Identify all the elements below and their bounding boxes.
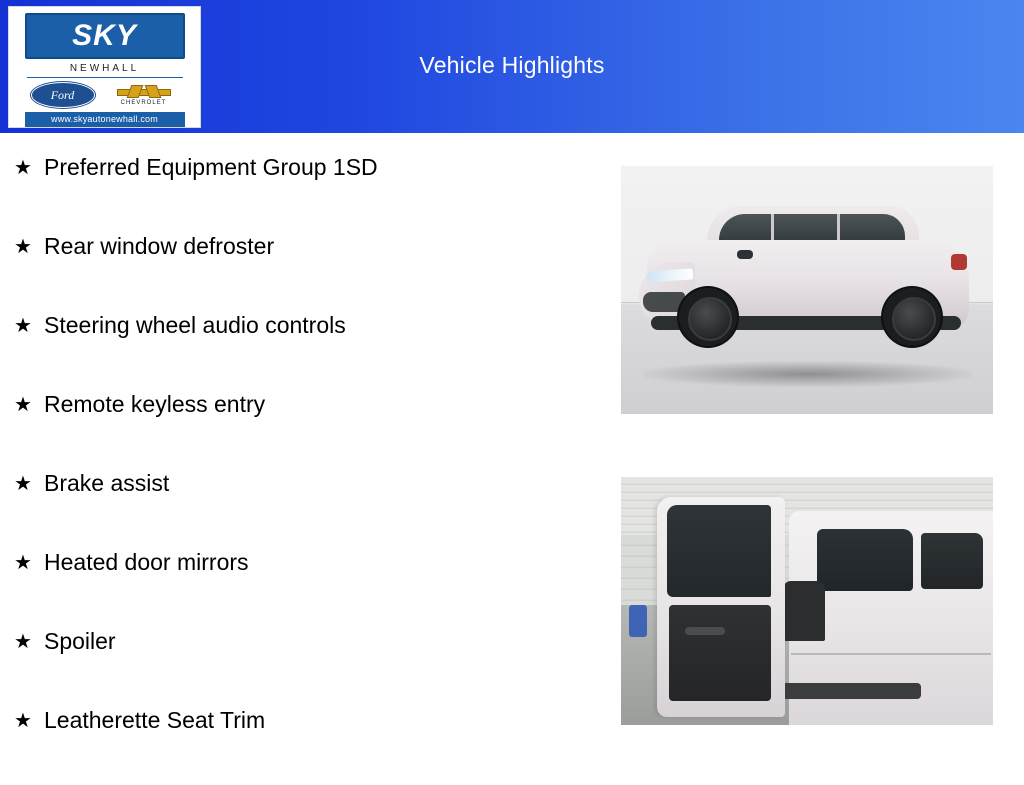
list-item xyxy=(0,390,600,469)
star-bullet-icon: ★ xyxy=(14,155,32,179)
star-bullet-icon: ★ xyxy=(14,313,32,337)
list-item xyxy=(0,627,600,706)
list-item xyxy=(0,706,600,785)
feature-label: Spoiler xyxy=(44,628,116,654)
star-bullet-icon: ★ xyxy=(14,629,32,653)
feature-label: Heated door mirrors xyxy=(44,549,249,575)
feature-label: Steering wheel audio controls xyxy=(44,312,346,338)
feature-label: Remote keyless entry xyxy=(44,391,266,417)
star-bullet-icon: ★ xyxy=(14,471,32,495)
sky-wordmark: SKY xyxy=(72,19,137,52)
star-bullet-icon: ★ xyxy=(14,392,32,416)
list-item xyxy=(0,311,600,390)
feature-label: Rear window defroster xyxy=(44,233,275,259)
dealer-website[interactable]: www.skyautonewhall.com xyxy=(25,112,185,127)
vehicle-photo-exterior xyxy=(621,166,993,414)
ford-oval-icon: Ford xyxy=(31,82,95,108)
vehicle-photo-interior xyxy=(621,477,993,725)
franchise-row xyxy=(25,82,185,108)
star-bullet-icon: ★ xyxy=(14,550,32,574)
feature-list xyxy=(0,133,600,785)
chevrolet-label: CHEVROLET xyxy=(120,100,167,106)
list-item xyxy=(0,153,600,232)
list-item xyxy=(0,469,600,548)
feature-label: Leatherette Seat Trim xyxy=(44,707,266,733)
page-title: Vehicle Highlights xyxy=(419,52,605,78)
chevrolet-badge xyxy=(109,84,179,106)
dealer-location-label: NEWHALL xyxy=(69,63,140,74)
slide-header xyxy=(0,0,1024,133)
feature-label: Brake assist xyxy=(44,470,170,496)
list-item xyxy=(0,232,600,311)
star-bullet-icon: ★ xyxy=(14,708,32,732)
feature-label: Preferred Equipment Group 1SD xyxy=(44,154,378,180)
list-item xyxy=(0,548,600,627)
star-bullet-icon: ★ xyxy=(14,234,32,258)
chevrolet-bowtie-icon xyxy=(117,84,171,99)
slide-body xyxy=(0,133,1024,768)
